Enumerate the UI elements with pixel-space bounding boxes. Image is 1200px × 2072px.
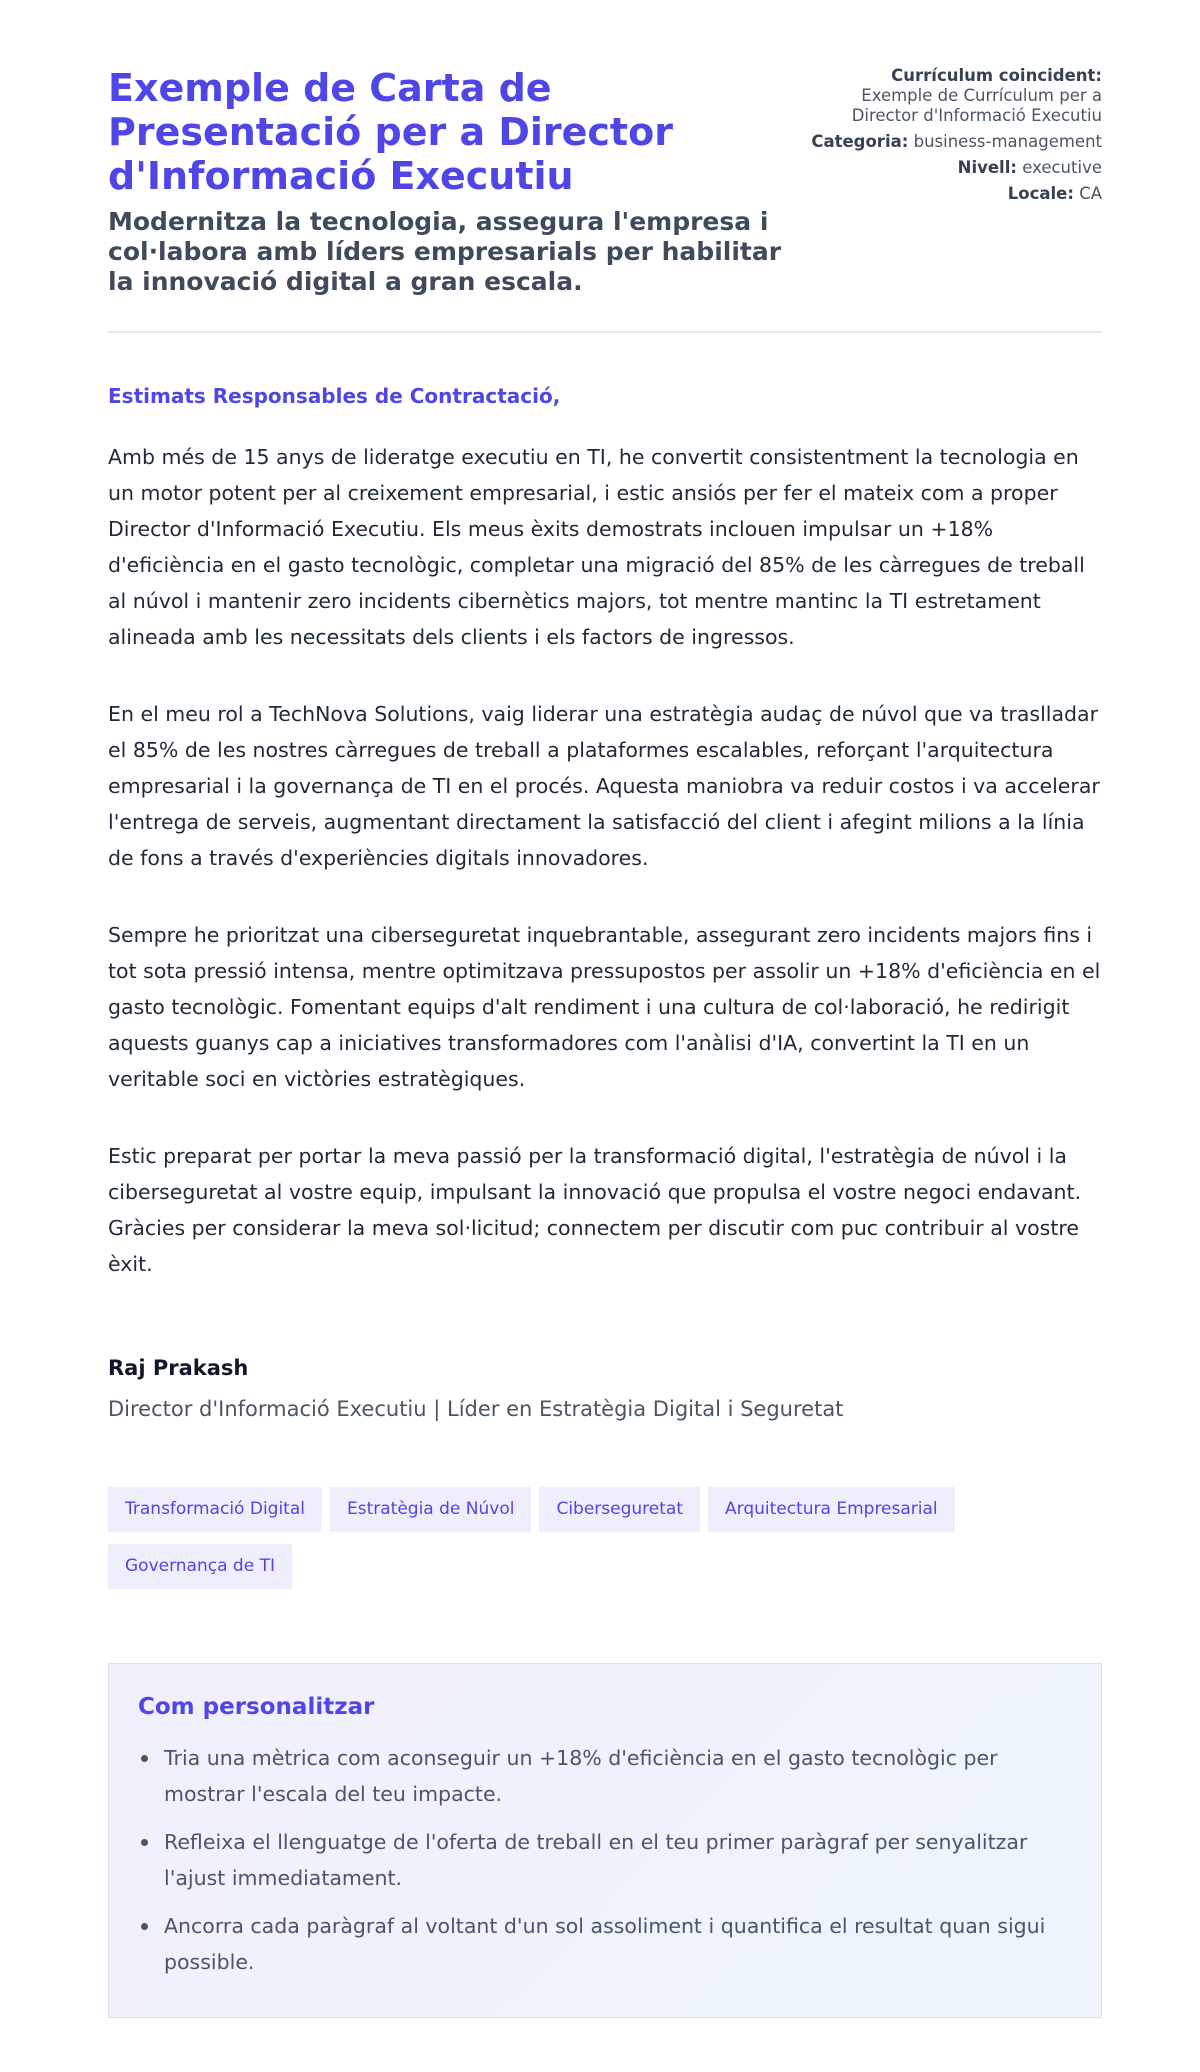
letter-paragraph: Amb més de 15 anys de lideratge executiu en TI, he convertit consistentment la tecnologia en un motor potent per al creixement empresarial, i estic ansiós per fer el mateix com a proper Director d'Informació Executiu. Els meus èxits demostrats inclouen impulsar un +18% d'eficiència en el gasto tecnològic, completar una migració del 85% de les càrregues de treball al núvol i mantenir zero incidents cibernètics majors, tot mentre mantinc la TI estretament alineada amb les necessitats dels clients i els factors de ingressos.	[108, 445, 1085, 649]
tips-item: Tria una mètrica com aconseguir un +18% d'eficiència en el gasto tecnològic per mostrar l'escala del teu impacte.	[138, 1740, 1072, 1812]
meta-category	[802, 132, 1102, 152]
skill-tag: Governança de TI	[108, 1544, 292, 1589]
meta-level-value: executive	[1022, 158, 1102, 177]
meta-locale	[802, 184, 1102, 204]
tips-item: Ancorra cada paràgraf al voltant d'un sol assoliment i quantifica el resultat quan sigui possible.	[138, 1908, 1072, 1980]
letter-greeting: Estimats Responsables de Contractació,	[108, 384, 561, 408]
meta-level	[802, 158, 1102, 178]
customize-tips-box	[108, 1663, 1102, 2018]
tips-list	[138, 1740, 1072, 1980]
page-subtitle: Modernitza la tecnologia, assegura l'empresa i col·labora amb líders empresarials per habilitar la innovació digital a gran escala.	[108, 207, 782, 296]
tips-item: Refleixa el llenguatge de l'oferta de treball en el teu primer paràgraf per senyalitzar l'ajust immediatament.	[138, 1824, 1072, 1896]
skill-tags	[108, 1487, 1102, 1601]
meta-locale-label: Locale:	[1007, 184, 1074, 203]
letter-paragraph: En el meu rol a TechNova Solutions, vaig liderar una estratègia audaç de núvol que va traslladar el 85% de les nostres càrregues de treball a plataformes escalables, reforçant l'arquitectura empresarial i la governança de TI en el procés. Aquesta maniobra va reduir costos i va accelerar l'entrega de serveis, augmentant directament la satisfacció del client i afegint milions a la línia de fons a través d'experiències digitals innovadores.	[108, 702, 1100, 870]
letter-body	[108, 439, 1102, 1323]
skill-tag: Ciberseguretat	[539, 1487, 700, 1532]
skill-tag: Arquitectura Empresarial	[708, 1487, 955, 1532]
signature-title: Director d'Informació Executiu | Líder en Estratègia Digital i Seguretat	[108, 1397, 844, 1421]
meta-level-label: Nivell:	[957, 158, 1017, 177]
cover-letter-page	[108, 0, 1102, 1974]
signature-name: Raj Prakash	[108, 1356, 249, 1380]
meta-resume-value: Exemple de Currículum per a Director d'Informació Executiu	[851, 86, 1102, 125]
tips-title: Com personalitzar	[138, 1694, 375, 1720]
letter-paragraph: Sempre he prioritzat una ciberseguretat inquebrantable, assegurant zero incidents majors fins i tot sota pressió intensa, mentre optimitzava pressupostos per assolir un +18% d'eficiència en el gasto tecnològic. Fomentant equips d'alt rendiment i una cultura de col·laboració, he redirigit aquests guanys cap a iniciatives transformadores com l'anàlisi d'IA, convertint la TI en un veritable soci en victòries estratègiques.	[108, 923, 1101, 1091]
skill-tag: Transformació Digital	[108, 1487, 322, 1532]
meta-category-value: business-management	[913, 132, 1102, 151]
page-header	[108, 0, 1102, 333]
meta-panel	[802, 66, 1102, 210]
meta-category-label: Categoria:	[811, 132, 909, 151]
meta-resume	[802, 66, 1102, 126]
meta-resume-label: Currículum coincident:	[891, 66, 1102, 85]
page-title: Exemple de Carta de Presentació per a Director d'Informació Executiu	[108, 66, 673, 198]
letter-paragraph: Estic preparat per portar la meva passió per la transformació digital, l'estratègia de núvol i la ciberseguretat al vostre equip, impulsant la innovació que propulsa el vostre negoci endavant. Gràcies per considerar la meva sol·licitud; connectem per discutir com puc contribuir al vostre èxit.	[108, 1144, 1082, 1276]
meta-locale-value: CA	[1079, 184, 1102, 203]
skill-tag: Estratègia de Núvol	[330, 1487, 531, 1532]
